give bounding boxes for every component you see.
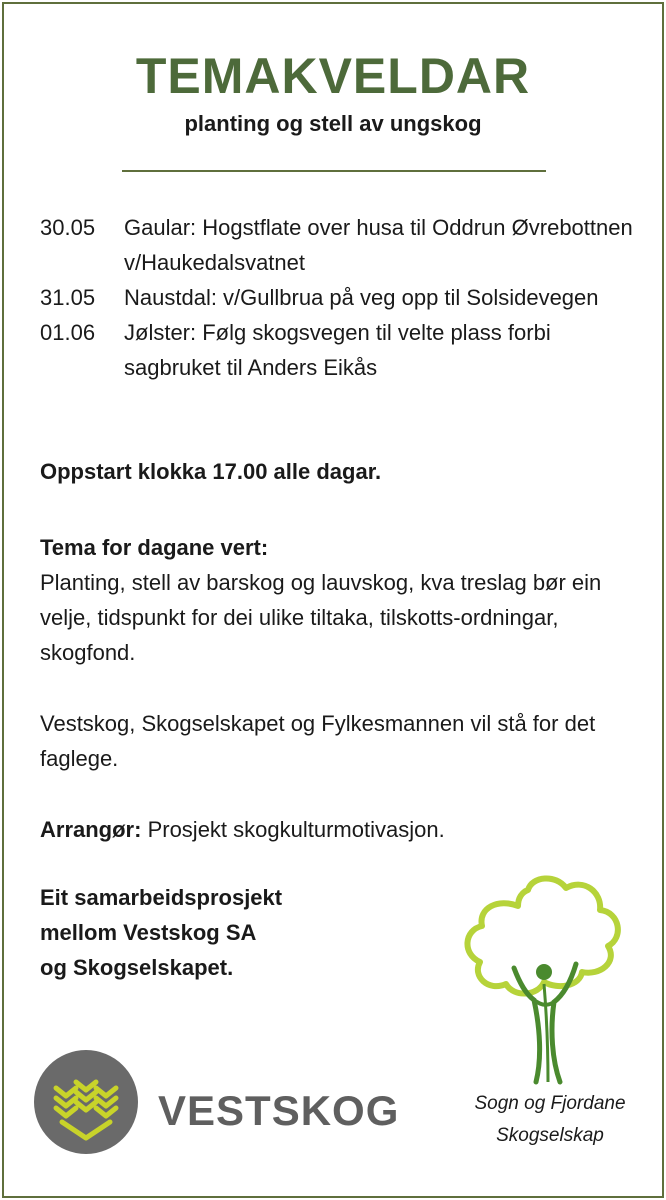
list-item (40, 315, 640, 385)
list-item (40, 280, 640, 315)
event-description: Jølster: Følg skogsvegen til velte plass forbi sagbruket til Anders Eikås (124, 320, 551, 380)
skogselskap-logo-line: Sogn og Fjordane (474, 1093, 626, 1114)
event-list (40, 210, 640, 385)
event-date: 30.05 (40, 215, 96, 240)
tree-logo-icon (458, 868, 638, 1088)
skogselskap-logo (440, 1088, 660, 1152)
list-item (40, 210, 640, 280)
vestskog-logo-text: VESTSKOG (158, 1087, 400, 1134)
theme-text: Planting, stell av barskog og lauvskog, kva treslag bør ein velje, tidspunkt for dei ulike tiltaka, tilskotts-ordningar, skogfond. (40, 570, 602, 665)
theme-section (40, 530, 640, 670)
vestskog-logo-icon (32, 1048, 140, 1156)
theme-heading: Tema for dagane vert: (40, 535, 269, 560)
event-description: Naustdal: v/Gullbrua på veg opp til Solsidevegen (124, 285, 599, 310)
responsible-text: Vestskog, Skogselskapet og Fylkesmannen vil stå for det faglege. (40, 711, 596, 771)
event-date: 01.06 (40, 320, 96, 345)
cooperation-line: og Skogselskapet. (40, 955, 234, 980)
start-time: Oppstart klokka 17.00 alle dagar. (40, 459, 382, 484)
organizer-label: Arrangør: (40, 817, 142, 842)
page-subtitle: planting og stell av ungskog (184, 111, 482, 136)
event-description: Gaular: Hogstflate over husa til Oddrun Øvrebottnen v/Haukedalsvatnet (124, 215, 633, 275)
cooperation-line: mellom Vestskog SA (40, 920, 257, 945)
divider (122, 170, 546, 172)
cooperation-line: Eit samarbeidsprosjekt (40, 885, 283, 910)
page-title: TEMAKVELDAR (135, 48, 531, 104)
organizer-line (40, 812, 640, 847)
event-date: 31.05 (40, 285, 96, 310)
skogselskap-logo-line: Skogselskap (496, 1125, 604, 1146)
organizer-text: Prosjekt skogkulturmotivasjon. (141, 817, 445, 842)
